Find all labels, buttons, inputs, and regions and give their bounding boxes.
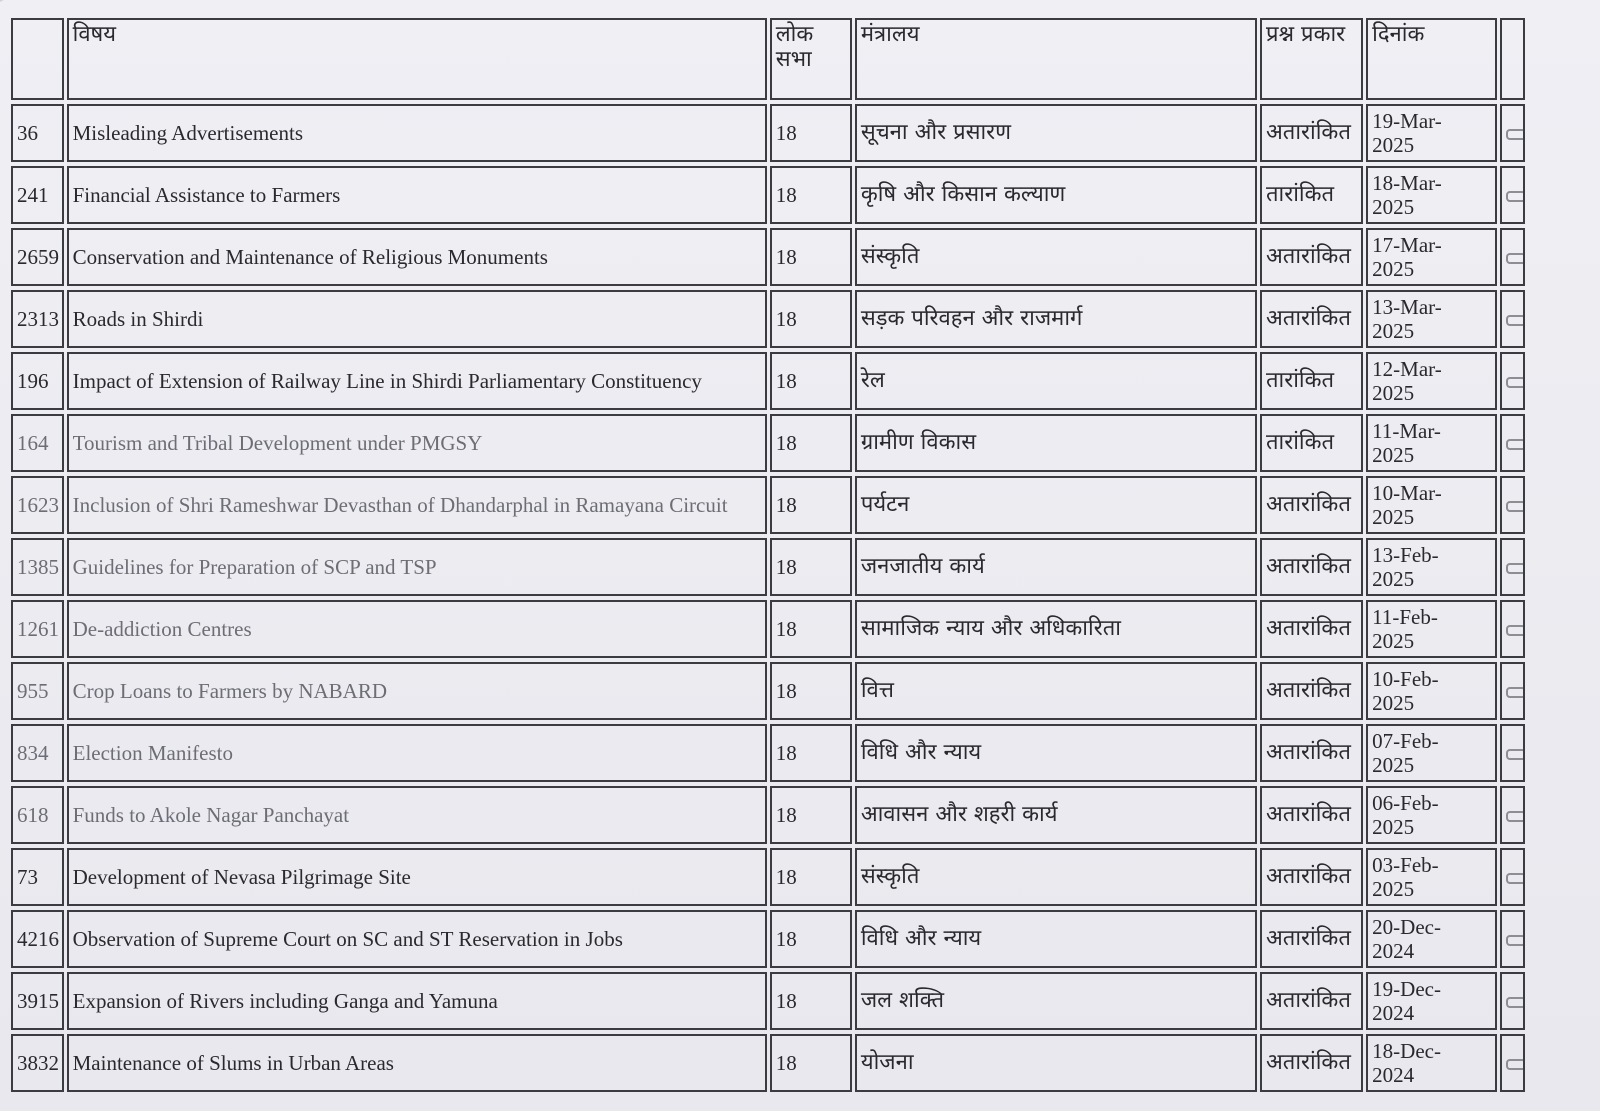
ministry-name: पर्यटन xyxy=(855,476,1257,534)
question-number: 834 xyxy=(11,724,64,782)
ministry-name: वित्त xyxy=(855,662,1257,720)
header-subject: विषय xyxy=(67,18,767,100)
table-row xyxy=(11,104,1525,162)
question-subject[interactable]: Impact of Extension of Railway Line in Shirdi Parliamentary Constituency xyxy=(67,352,767,410)
document-icon[interactable] xyxy=(1506,935,1525,946)
ministry-name: सामाजिक न्याय और अधिकारिता xyxy=(855,600,1257,658)
document-icon[interactable] xyxy=(1506,439,1525,450)
ministry-name: संस्कृति xyxy=(855,848,1257,906)
question-date: 11-Feb- 2025 xyxy=(1366,600,1497,658)
question-type: तारांकित xyxy=(1260,166,1363,224)
row-action-cell[interactable] xyxy=(1500,662,1525,720)
ministry-name: विधि और न्याय xyxy=(855,910,1257,968)
question-date: 13-Mar- 2025 xyxy=(1366,290,1497,348)
question-subject[interactable]: Conservation and Maintenance of Religious Monuments xyxy=(67,228,767,286)
row-action-cell[interactable] xyxy=(1500,972,1525,1030)
question-date: 07-Feb- 2025 xyxy=(1366,724,1497,782)
question-subject[interactable]: Crop Loans to Farmers by NABARD xyxy=(67,662,767,720)
lok-sabha-number: 18 xyxy=(770,1034,852,1092)
question-subject[interactable]: Election Manifesto xyxy=(67,724,767,782)
document-icon[interactable] xyxy=(1506,811,1525,822)
lok-sabha-number: 18 xyxy=(770,352,852,410)
questions-table xyxy=(8,14,1528,1096)
question-date: 03-Feb- 2025 xyxy=(1366,848,1497,906)
question-date: 13-Feb- 2025 xyxy=(1366,538,1497,596)
question-date: 20-Dec- 2024 xyxy=(1366,910,1497,968)
question-subject[interactable]: Funds to Akole Nagar Panchayat xyxy=(67,786,767,844)
row-action-cell[interactable] xyxy=(1500,600,1525,658)
question-date: 18-Mar- 2025 xyxy=(1366,166,1497,224)
question-date: 10-Feb- 2025 xyxy=(1366,662,1497,720)
lok-sabha-number: 18 xyxy=(770,166,852,224)
question-number: 3832 xyxy=(11,1034,64,1092)
header-number xyxy=(11,18,64,100)
document-icon[interactable] xyxy=(1506,501,1525,512)
question-number: 241 xyxy=(11,166,64,224)
question-subject[interactable]: Tourism and Tribal Development under PMGSY xyxy=(67,414,767,472)
row-action-cell[interactable] xyxy=(1500,910,1525,968)
row-action-cell[interactable] xyxy=(1500,104,1525,162)
ministry-name: जनजातीय कार्य xyxy=(855,538,1257,596)
question-subject[interactable]: Observation of Supreme Court on SC and ST Reservation in Jobs xyxy=(67,910,767,968)
table-row xyxy=(11,228,1525,286)
question-type: अतारांकित xyxy=(1260,662,1363,720)
row-action-cell[interactable] xyxy=(1500,352,1525,410)
question-number: 955 xyxy=(11,662,64,720)
row-action-cell[interactable] xyxy=(1500,476,1525,534)
lok-sabha-number: 18 xyxy=(770,724,852,782)
question-number: 4216 xyxy=(11,910,64,968)
question-subject[interactable]: Financial Assistance to Farmers xyxy=(67,166,767,224)
header-date: दिनांक xyxy=(1366,18,1497,100)
ministry-name: कृषि और किसान कल्याण xyxy=(855,166,1257,224)
question-type: अतारांकित xyxy=(1260,476,1363,534)
table-row xyxy=(11,414,1525,472)
document-icon[interactable] xyxy=(1506,997,1525,1008)
document-icon[interactable] xyxy=(1506,377,1525,388)
question-type: तारांकित xyxy=(1260,352,1363,410)
row-action-cell[interactable] xyxy=(1500,228,1525,286)
question-date: 18-Dec- 2024 xyxy=(1366,1034,1497,1092)
row-action-cell[interactable] xyxy=(1500,724,1525,782)
table-row xyxy=(11,538,1525,596)
lok-sabha-number: 18 xyxy=(770,786,852,844)
table-row xyxy=(11,290,1525,348)
table-row xyxy=(11,972,1525,1030)
ministry-name: आवासन और शहरी कार्य xyxy=(855,786,1257,844)
table-row xyxy=(11,724,1525,782)
header-lok-sabha: लोक सभा xyxy=(770,18,852,100)
question-type: अतारांकित xyxy=(1260,104,1363,162)
document-icon[interactable] xyxy=(1506,563,1525,574)
ministry-name: विधि और न्याय xyxy=(855,724,1257,782)
question-number: 73 xyxy=(11,848,64,906)
question-type: अतारांकित xyxy=(1260,972,1363,1030)
lok-sabha-number: 18 xyxy=(770,600,852,658)
question-subject[interactable]: De-addiction Centres xyxy=(67,600,767,658)
question-number: 36 xyxy=(11,104,64,162)
question-type: अतारांकित xyxy=(1260,228,1363,286)
table-row xyxy=(11,600,1525,658)
row-action-cell[interactable] xyxy=(1500,848,1525,906)
question-subject[interactable]: Guidelines for Preparation of SCP and TSP xyxy=(67,538,767,596)
lok-sabha-number: 18 xyxy=(770,662,852,720)
question-number: 2659 xyxy=(11,228,64,286)
row-action-cell[interactable] xyxy=(1500,290,1525,348)
question-subject[interactable]: Roads in Shirdi xyxy=(67,290,767,348)
question-number: 1623 xyxy=(11,476,64,534)
ministry-name: योजना xyxy=(855,1034,1257,1092)
ministry-name: रेल xyxy=(855,352,1257,410)
question-date: 19-Dec- 2024 xyxy=(1366,972,1497,1030)
document-icon[interactable] xyxy=(1506,253,1525,264)
question-date: 19-Mar- 2025 xyxy=(1366,104,1497,162)
question-subject[interactable]: Expansion of Rivers including Ganga and Yamuna xyxy=(67,972,767,1030)
question-type: अतारांकित xyxy=(1260,600,1363,658)
document-icon[interactable] xyxy=(1506,687,1525,698)
lok-sabha-number: 18 xyxy=(770,848,852,906)
question-date: 06-Feb- 2025 xyxy=(1366,786,1497,844)
question-type: अतारांकित xyxy=(1260,910,1363,968)
table-row xyxy=(11,476,1525,534)
question-number: 1385 xyxy=(11,538,64,596)
header-question-type: प्रश्न प्रकार xyxy=(1260,18,1363,100)
question-number: 164 xyxy=(11,414,64,472)
table-row xyxy=(11,662,1525,720)
document-icon[interactable] xyxy=(1506,873,1525,884)
question-subject[interactable]: Inclusion of Shri Rameshwar Devasthan of Dhandarphal in Ramayana Circuit xyxy=(67,476,767,534)
question-number: 2313 xyxy=(11,290,64,348)
table-row xyxy=(11,352,1525,410)
lok-sabha-number: 18 xyxy=(770,228,852,286)
question-type: तारांकित xyxy=(1260,414,1363,472)
table-row xyxy=(11,1034,1525,1092)
ministry-name: सूचना और प्रसारण xyxy=(855,104,1257,162)
ministry-name: जल शक्ति xyxy=(855,972,1257,1030)
table-row xyxy=(11,910,1525,968)
document-icon[interactable] xyxy=(1506,315,1525,326)
question-date: 10-Mar- 2025 xyxy=(1366,476,1497,534)
ministry-name: ग्रामीण विकास xyxy=(855,414,1257,472)
header-action xyxy=(1500,18,1525,100)
question-number: 618 xyxy=(11,786,64,844)
table-header-row xyxy=(11,18,1525,100)
question-type: अतारांकित xyxy=(1260,786,1363,844)
document-icon[interactable] xyxy=(1506,625,1525,636)
header-ministry: मंत्रालय xyxy=(855,18,1257,100)
row-action-cell[interactable] xyxy=(1500,1034,1525,1092)
table-row xyxy=(11,848,1525,906)
lok-sabha-number: 18 xyxy=(770,910,852,968)
question-type: अतारांकित xyxy=(1260,1034,1363,1092)
row-action-cell[interactable] xyxy=(1500,786,1525,844)
question-date: 17-Mar- 2025 xyxy=(1366,228,1497,286)
question-subject[interactable]: Maintenance of Slums in Urban Areas xyxy=(67,1034,767,1092)
question-number: 3915 xyxy=(11,972,64,1030)
document-icon[interactable] xyxy=(1506,191,1525,202)
question-number: 1261 xyxy=(11,600,64,658)
question-type: अतारांकित xyxy=(1260,848,1363,906)
document-icon[interactable] xyxy=(1506,1059,1525,1070)
question-date: 12-Mar- 2025 xyxy=(1366,352,1497,410)
row-action-cell[interactable] xyxy=(1500,414,1525,472)
question-type: अतारांकित xyxy=(1260,290,1363,348)
ministry-name: संस्कृति xyxy=(855,228,1257,286)
lok-sabha-number: 18 xyxy=(770,476,852,534)
row-action-cell[interactable] xyxy=(1500,166,1525,224)
question-type: अतारांकित xyxy=(1260,724,1363,782)
lok-sabha-number: 18 xyxy=(770,104,852,162)
row-action-cell[interactable] xyxy=(1500,538,1525,596)
lok-sabha-number: 18 xyxy=(770,414,852,472)
ministry-name: सड़क परिवहन और राजमार्ग xyxy=(855,290,1257,348)
question-type: अतारांकित xyxy=(1260,538,1363,596)
lok-sabha-number: 18 xyxy=(770,972,852,1030)
question-subject[interactable]: Misleading Advertisements xyxy=(67,104,767,162)
question-date: 11-Mar- 2025 xyxy=(1366,414,1497,472)
lok-sabha-number: 18 xyxy=(770,290,852,348)
question-number: 196 xyxy=(11,352,64,410)
document-icon[interactable] xyxy=(1506,749,1525,760)
table-row xyxy=(11,166,1525,224)
question-subject[interactable]: Development of Nevasa Pilgrimage Site xyxy=(67,848,767,906)
lok-sabha-number: 18 xyxy=(770,538,852,596)
document-icon[interactable] xyxy=(1506,129,1525,140)
table-row xyxy=(11,786,1525,844)
